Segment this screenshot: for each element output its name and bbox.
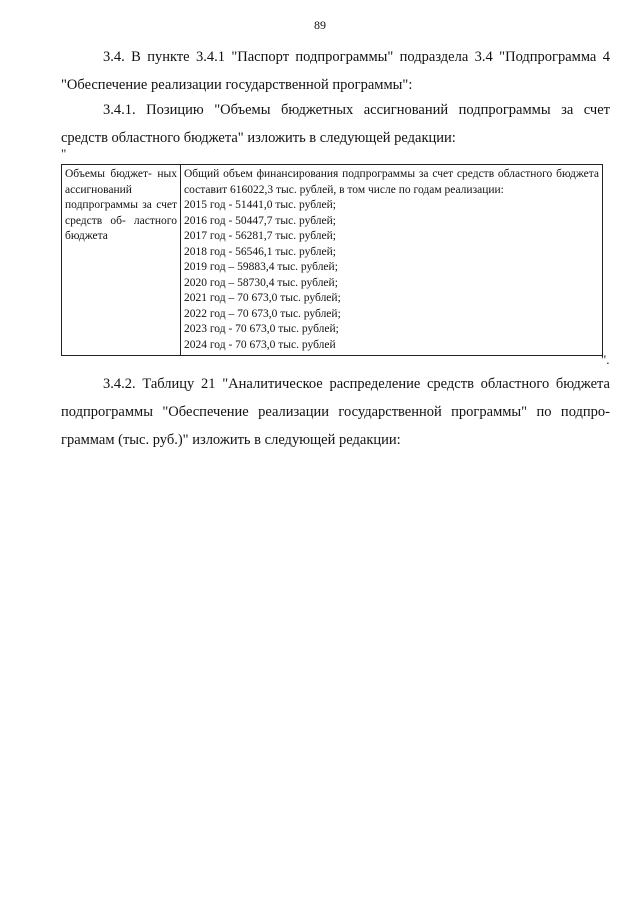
year-line: 2022 год – 70 673,0 тыс. рублей; [184, 307, 341, 320]
table-row [62, 165, 603, 356]
position-name-cell: Объемы бюджет- ных ассигнований подпрограммы за счет средств об- ластного бюджета [62, 165, 181, 356]
total-funding-line: Общий объем финансирования подпрограммы за счет средств областного бюджета составит 616022,3 тыс. рублей, в том числе по годам реализации: [184, 168, 599, 196]
year-line: 2023 год - 70 673,0 тыс. рублей; [184, 323, 339, 335]
year-line: 2024 год - 70 673,0 тыс. рублей [184, 338, 336, 351]
year-line: 2015 год - 51441,0 тыс. рублей; [184, 199, 336, 211]
paragraph-3-4: 3.4. В пункте 3.4.1 "Паспорт подпрограммы" подраздела 3.4 "Подпрограмма 4 "Обеспечение реализации государственной программы": [61, 49, 610, 93]
year-line: 2019 год – 59883,4 тыс. рублей; [184, 261, 338, 273]
year-line: 2018 год - 56546,1 тыс. рублей; [184, 245, 336, 258]
year-line: 2020 год – 58730,4 тыс. рублей; [184, 276, 338, 289]
page-number: 89 [314, 18, 326, 32]
paragraph-3-4-2: 3.4.2. Таблицу 21 "Аналитическое распределение средств областного бюджета подпрограммы "Обеспечение реализации государственной программы" по подпро- граммам (тыс. руб.)" изложить в следующей редакции: [61, 376, 610, 448]
year-line: 2017 год - 56281,7 тыс. рублей; [184, 230, 336, 242]
opening-quote: " [61, 146, 67, 161]
passport-table [61, 164, 603, 356]
funding-volume-cell [181, 165, 603, 356]
year-line: 2016 год - 50447,7 тыс. рублей; [184, 214, 336, 227]
year-line: 2021 год – 70 673,0 тыс. рублей; [184, 292, 341, 304]
paragraph-3-4-1: 3.4.1. Позицию "Объемы бюджетных ассигнований подпрограммы за счет средств областного бюджета" изложить в следующей редакции: [61, 102, 610, 146]
closing-quote: ". [601, 352, 610, 367]
